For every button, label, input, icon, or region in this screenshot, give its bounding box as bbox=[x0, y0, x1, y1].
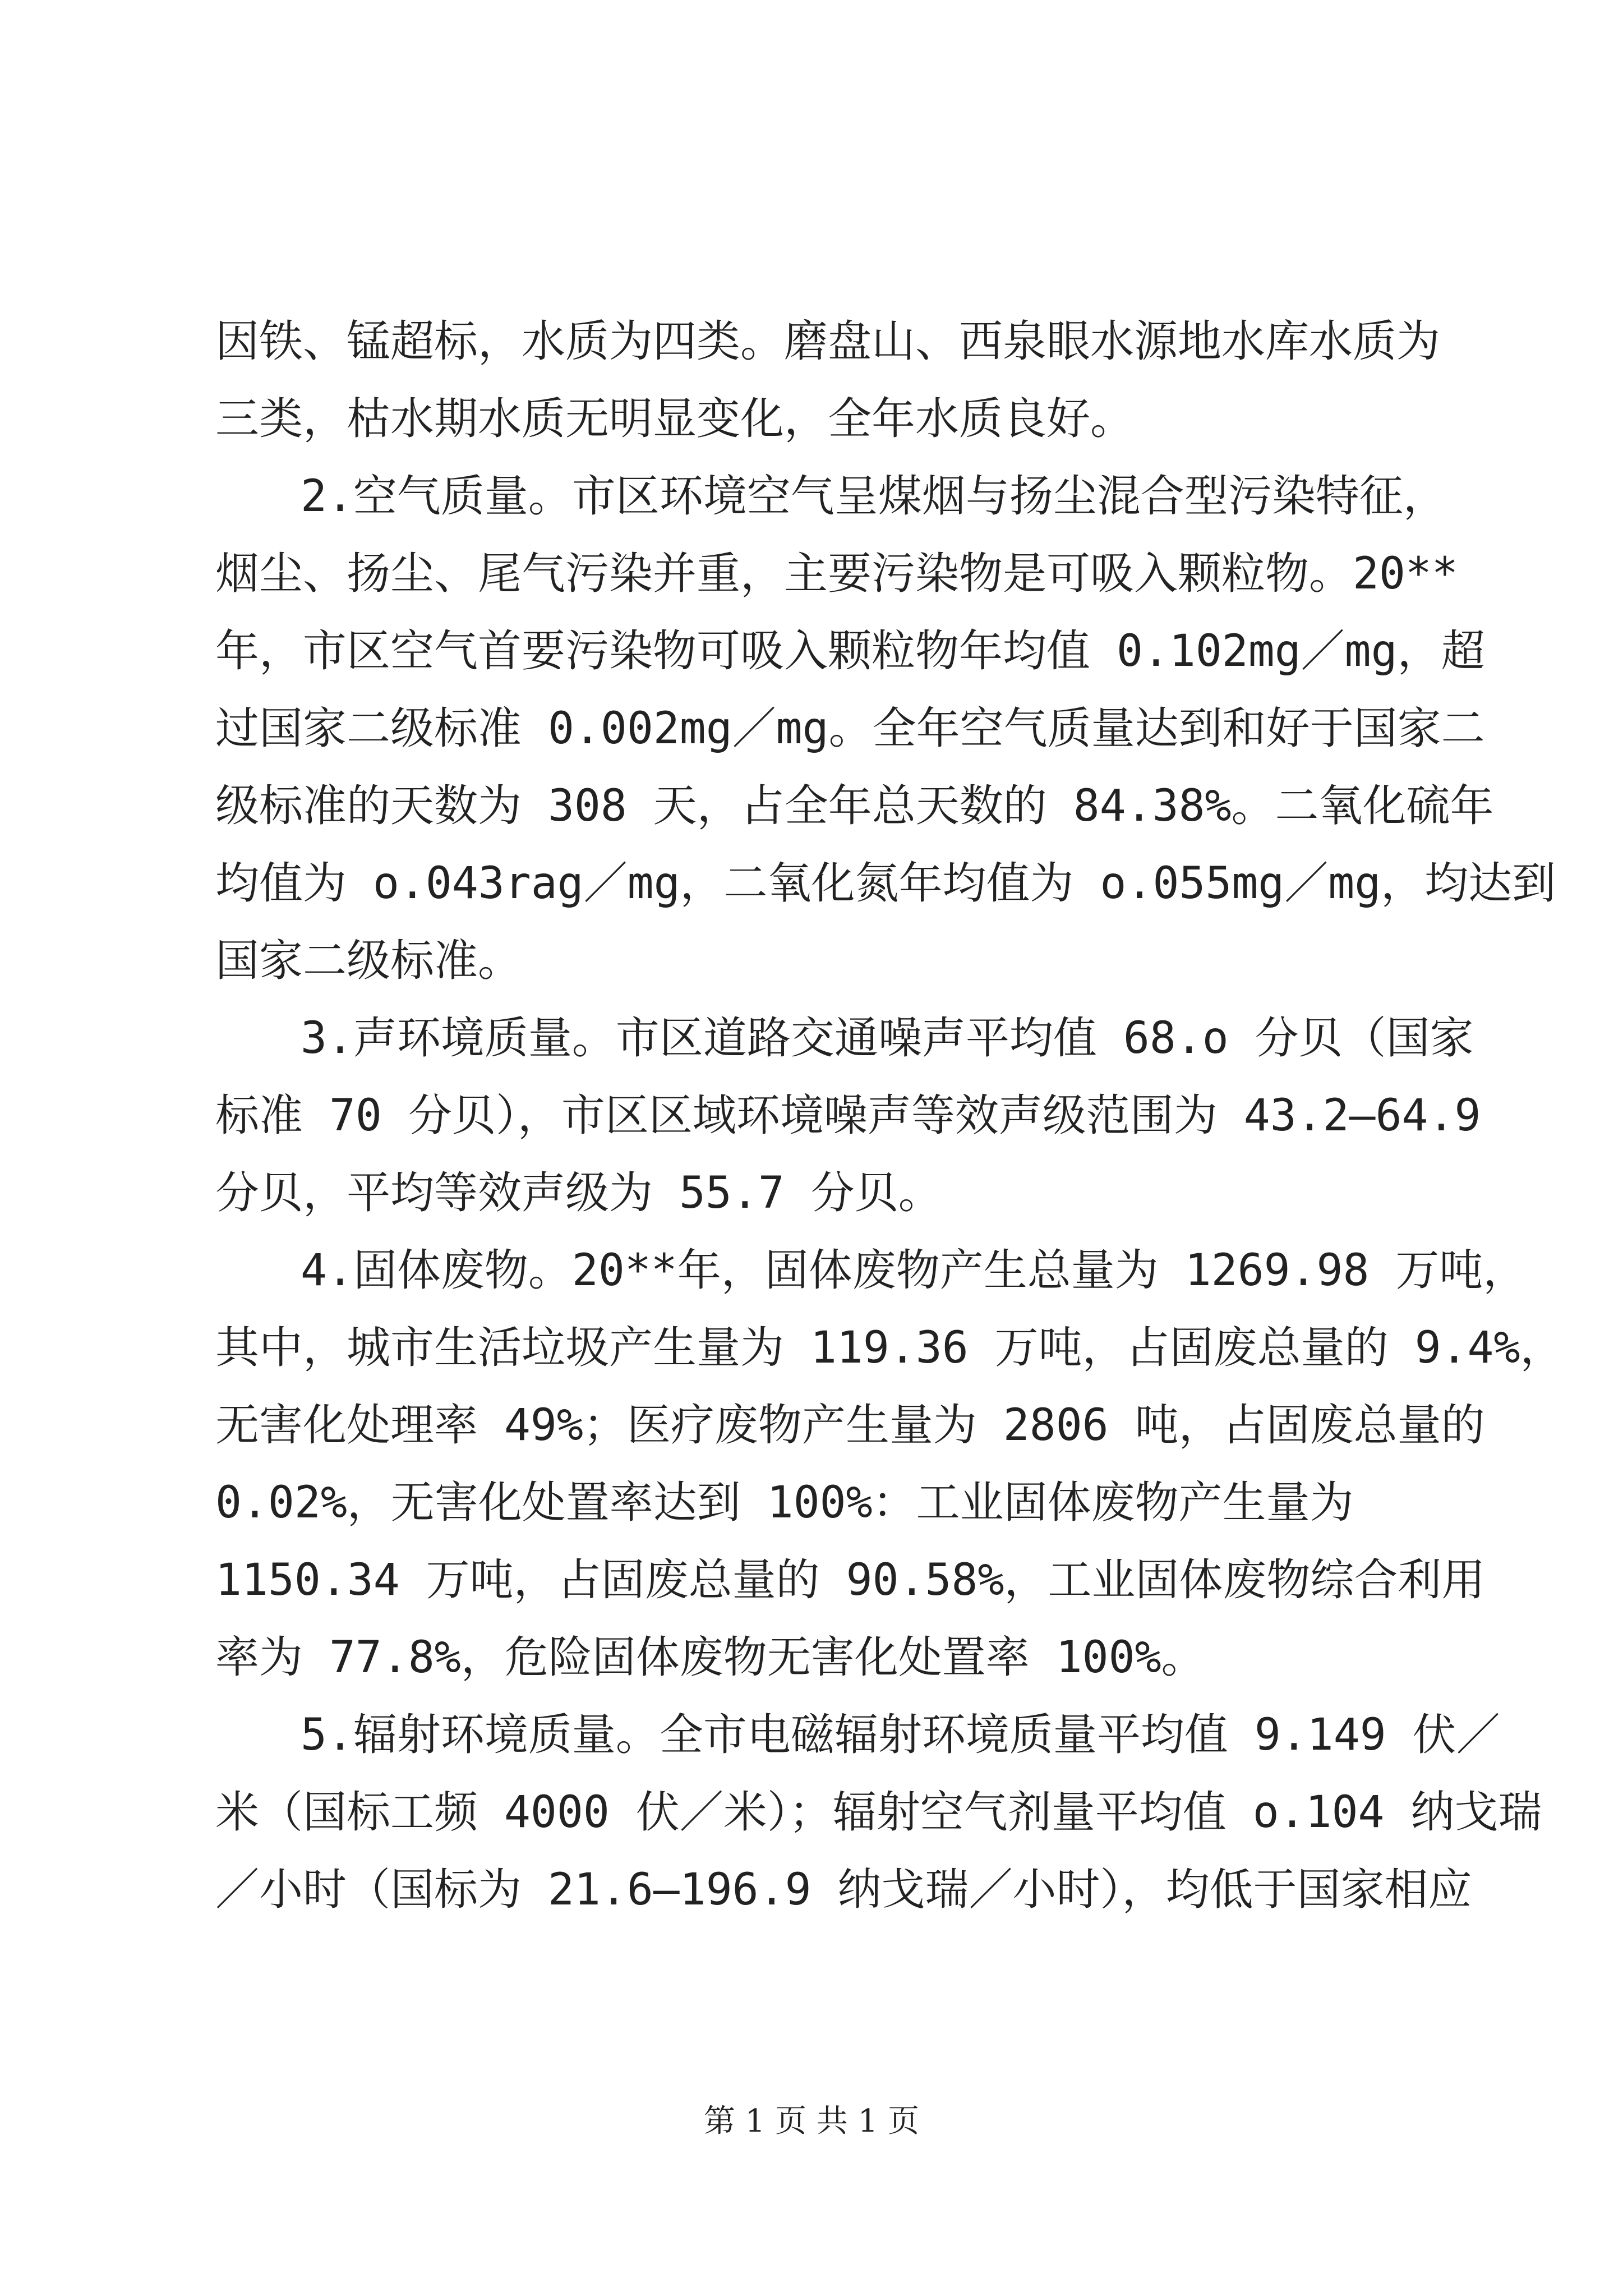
text-line: 4.固体废物。20**年，固体废物产生总量为 1269.98 万吨， bbox=[301, 1245, 1527, 1296]
text-line: 三类，枯水期水质无明显变化，全年水质良好。 bbox=[215, 394, 1135, 444]
text-line: 因铁、锰超标，水质为四类。磨盘山、西泉眼水源地水库水质为 bbox=[215, 316, 1441, 367]
text-line: 国家二级标准。 bbox=[215, 936, 522, 986]
text-line: 2.空气质量。市区环境空气呈煤烟与扬尘混合型污染特征， bbox=[301, 471, 1447, 522]
text-line: 无害化处理率 49%；医疗废物产生量为 2806 吨，占固废总量的 bbox=[215, 1400, 1485, 1451]
text-line: 均值为 o.043rag／mg，二氧化氮年均值为 o.055mg／mg，均达到 bbox=[215, 858, 1556, 909]
text-line: ／小时（国标为 21.6—196.9 纳戈瑞／小时），均低于国家相应 bbox=[215, 1865, 1472, 1915]
text-line: 标准 70 分贝），市区区域环境噪声等效声级范围为 43.2—64.9 bbox=[215, 1091, 1481, 1141]
text-line: 其中，城市生活垃圾产生量为 119.36 万吨，占固废总量的 9.4%， bbox=[215, 1323, 1564, 1373]
text-line: 5.辐射环境质量。全市电磁辐射环境质量平均值 9.149 伏／ bbox=[301, 1710, 1500, 1760]
text-line: 率为 77.8%，危险固体废物无害化处置率 100%。 bbox=[215, 1632, 1205, 1683]
page-footer: 第 1 页 共 1 页 bbox=[703, 2103, 920, 2139]
text-line: 分贝，平均等效声级为 55.7 分贝。 bbox=[215, 1168, 942, 1218]
text-line: 米（国标工频 4000 伏／米）；辐射空气剂量平均值 o.104 纳戈瑞 bbox=[215, 1787, 1542, 1838]
text-line: 级标准的天数为 308 天，占全年总天数的 84.38%。二氧化硫年 bbox=[215, 781, 1494, 831]
text-line: 烟尘、扬尘、尾气污染并重，主要污染物是可吸入颗粒物。20** bbox=[215, 549, 1458, 599]
text-line: 3.声环境质量。市区道路交通噪声平均值 68.o 分贝（国家 bbox=[301, 1013, 1474, 1064]
text-line: 1150.34 万吨，占固废总量的 90.58%，工业固体废物综合利用 bbox=[215, 1555, 1486, 1605]
text-line: 0.02%，无害化处置率达到 100%：工业固体废物产生量为 bbox=[215, 1478, 1354, 1528]
text-line: 过国家二级标准 0.002mg／mg。全年空气质量达到和好于国家二 bbox=[215, 703, 1485, 754]
text-line: 年，市区空气首要污染物可吸入颗粒物年均值 0.102mg／mg，超 bbox=[215, 626, 1485, 677]
document-body bbox=[215, 303, 1564, 1929]
